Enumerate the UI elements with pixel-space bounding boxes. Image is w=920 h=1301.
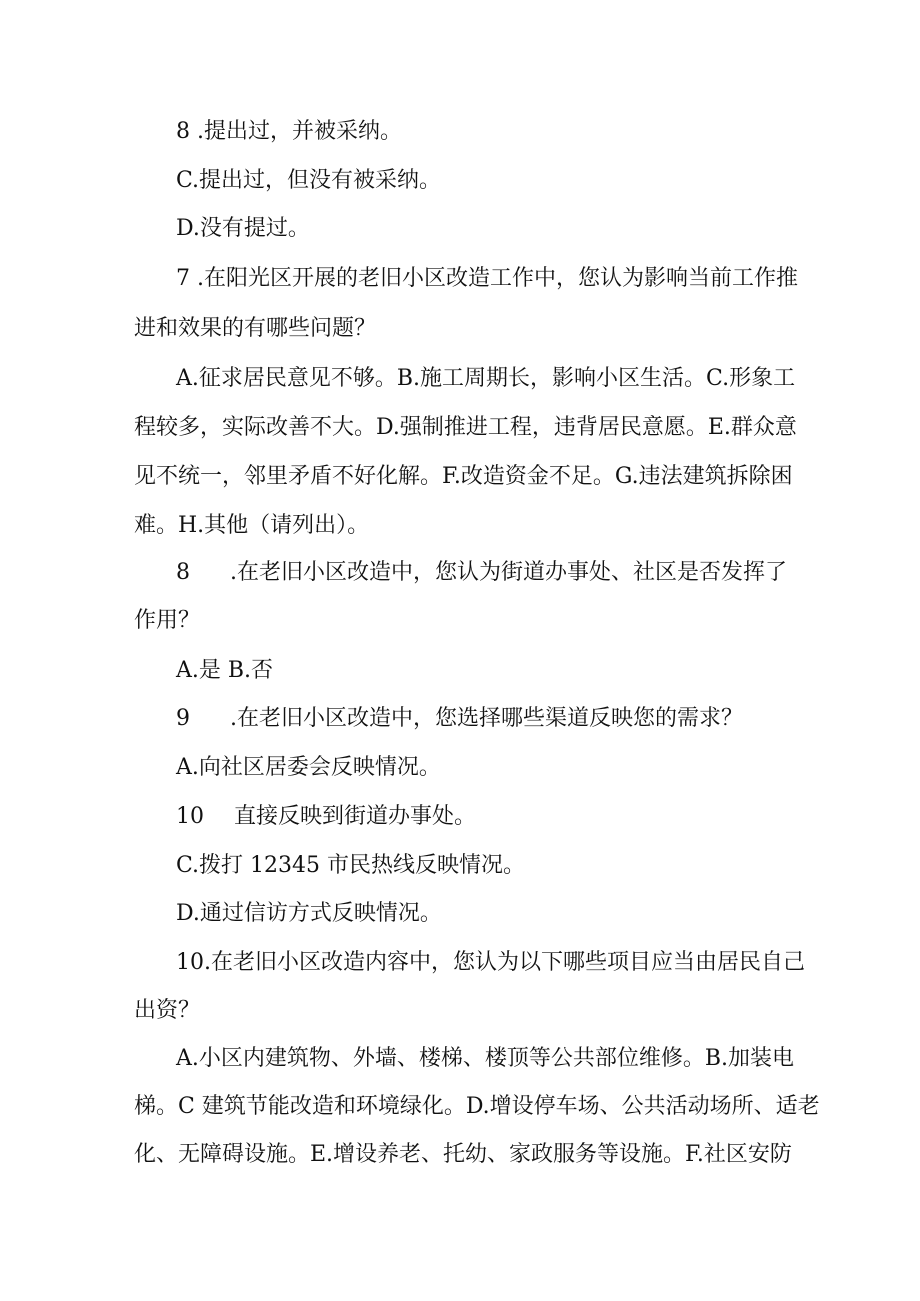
question-8-line-2: 作用？ (134, 608, 201, 633)
question-9 (176, 704, 743, 734)
option-c-q6: C.提出过，但没有被采纳。 (176, 168, 442, 193)
q7-options-line-1: A.征求居民意见不够。B.施工周期长，影响小区生活。C.形象工 (176, 366, 796, 391)
q9-option-b-text: 直接反映到街道办事处。 (234, 804, 477, 829)
question-8-number: 8 (176, 560, 190, 585)
question-10-line-1: 10.在老旧小区改造内容中，您认为以下哪些项目应当由居民自己 (176, 950, 805, 975)
question-9-number: 9 (176, 706, 190, 731)
question-7-line-2: 进和效果的有哪些问题？ (134, 316, 377, 341)
question-7-line-1: 7 .在阳光区开展的老旧小区改造工作中，您认为影响当前工作推 (176, 266, 798, 291)
q9-option-c: C.拨打 12345 市民热线反映情况。 (176, 853, 526, 878)
q9-option-d: D.通过信访方式反映情况。 (176, 901, 442, 926)
q7-options-line-2: 程较多，实际改善不大。D.强制推进工程，违背居民意愿。E.群众意 (134, 415, 797, 440)
question-10-line-2: 出资？ (134, 998, 201, 1023)
q9-option-b-number: 10 (176, 804, 204, 829)
option-d-q6: D.没有提过。 (176, 216, 310, 241)
question-8-line-1 (176, 558, 787, 588)
question-8-text: .在老旧小区改造中，您认为街道办事处、社区是否发挥了 (230, 560, 787, 585)
q8-options: A.是 B.否 (176, 658, 274, 683)
option-b-q6: 8 .提出过，并被采纳。 (176, 119, 402, 144)
q9-option-b (176, 802, 476, 832)
q10-options-line-1: A.小区内建筑物、外墙、楼梯、楼顶等公共部位维修。B.加装电 (176, 1046, 795, 1071)
q7-options-line-3: 见不统一，邻里矛盾不好化解。F.改造资金不足。G.违法建筑拆除困 (134, 464, 793, 489)
q10-options-line-2: 梯。C 建筑节能改造和环境绿化。D.增设停车场、公共活动场所、适老 (134, 1094, 820, 1119)
q10-options-line-3: 化、无障碍设施。E.增设养老、托幼、家政服务等设施。F.社区安防 (134, 1142, 792, 1167)
q9-option-a: A.向社区居委会反映情况。 (176, 755, 441, 780)
q7-options-line-4: 难。H.其他（请列出）。 (134, 513, 370, 538)
question-9-text: .在老旧小区改造中，您选择哪些渠道反映您的需求？ (230, 706, 743, 731)
